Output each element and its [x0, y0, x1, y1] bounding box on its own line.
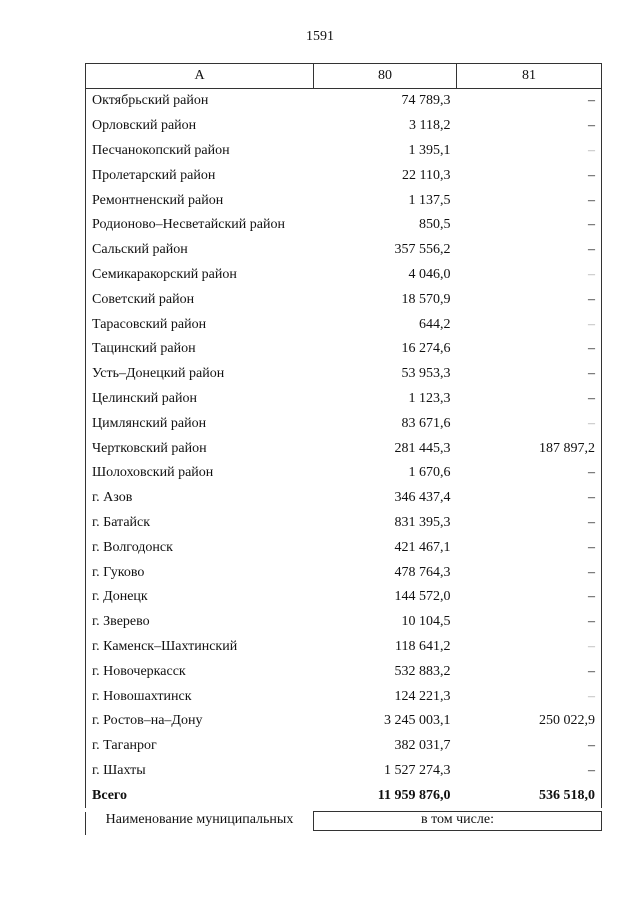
row-value-81: –	[457, 759, 602, 784]
row-value-81: –	[457, 511, 602, 536]
row-value-81: –	[457, 163, 602, 188]
row-name: г. Новошахтинск	[86, 684, 314, 709]
table-row	[86, 560, 602, 585]
page-number: 1591	[306, 29, 334, 44]
table-border-fragment	[85, 829, 86, 835]
row-value-81: –	[457, 337, 602, 362]
table-header-row	[86, 64, 602, 89]
row-value-80: 644,2	[419, 316, 451, 332]
row-value-80: 1 123,3	[408, 390, 451, 406]
row-name: г. Таганрог	[86, 734, 314, 759]
row-value-80: 382 031,7	[394, 738, 451, 754]
row-name: Семикаракорский район	[86, 263, 314, 288]
row-value-80: 3 245 003,1	[384, 713, 451, 729]
row-name: г. Волгодонск	[86, 535, 314, 560]
row-value-80: 478 764,3	[394, 564, 451, 580]
row-value-80: 124 221,3	[394, 688, 451, 704]
row-value-81: –	[457, 486, 602, 511]
row-value-81: –	[457, 312, 602, 337]
table-row	[86, 734, 602, 759]
row-name: Цимлянский район	[86, 411, 314, 436]
column-header-name: А	[86, 64, 314, 89]
table-row	[86, 511, 602, 536]
row-value-81: –	[457, 610, 602, 635]
row-value-81: –	[457, 560, 602, 585]
row-value-81: –	[457, 461, 602, 486]
row-value-80: 1 137,5	[408, 192, 451, 208]
table-row	[86, 759, 602, 784]
row-value-80: 421 467,1	[394, 539, 451, 555]
table-row	[86, 213, 602, 238]
row-name: Сальский район	[86, 238, 314, 263]
table-row	[86, 263, 602, 288]
table-row	[86, 436, 602, 461]
row-name: Песчанокопский район	[86, 139, 314, 164]
row-value-81: –	[457, 114, 602, 139]
row-name: Целинский район	[86, 387, 314, 412]
table-row	[86, 684, 602, 709]
row-value-80: 144 572,0	[394, 589, 451, 605]
row-value-80: 53 953,3	[401, 366, 451, 382]
table-row	[86, 188, 602, 213]
row-value-81: –	[457, 734, 602, 759]
total-row	[86, 783, 602, 808]
row-value-80: 1 395,1	[408, 142, 451, 158]
row-value-80: 850,5	[419, 217, 451, 233]
total-label: Всего	[86, 783, 314, 808]
row-name: Родионово–Несветайский район	[86, 213, 314, 238]
row-value-80: 3 118,2	[409, 118, 451, 134]
row-name: Усть–Донецкий район	[86, 362, 314, 387]
table-row	[86, 461, 602, 486]
table-row	[86, 238, 602, 263]
row-value-81: –	[457, 188, 602, 213]
row-name: Орловский район	[86, 114, 314, 139]
table-row	[86, 163, 602, 188]
municipal-name-header: Наименование муниципальных	[86, 812, 314, 831]
row-value-81: –	[457, 684, 602, 709]
row-value-81: –	[457, 213, 602, 238]
row-name: г. Каменск–Шахтинский	[86, 635, 314, 660]
row-value-80: 16 274,6	[401, 341, 451, 357]
row-name: Тацинский район	[86, 337, 314, 362]
total-value-81: 536 518,0	[457, 783, 602, 808]
table-row	[86, 659, 602, 684]
table-row	[86, 362, 602, 387]
row-name: г. Гуково	[86, 560, 314, 585]
row-value-81: –	[457, 411, 602, 436]
row-value-80: 18 570,9	[401, 291, 451, 307]
row-value-80: 831 395,3	[394, 514, 451, 530]
column-header-81: 81	[457, 64, 602, 89]
row-value-80: 1 527 274,3	[384, 762, 451, 778]
row-value-81: –	[457, 585, 602, 610]
row-value-80: 118 641,2	[395, 638, 451, 654]
row-name: Чертковский район	[86, 436, 314, 461]
table-row	[86, 585, 602, 610]
row-name: Советский район	[86, 287, 314, 312]
table-row	[86, 486, 602, 511]
table-row	[86, 312, 602, 337]
row-value-80: 357 556,2	[394, 242, 451, 258]
row-name: г. Зверево	[86, 610, 314, 635]
row-value-81: –	[457, 535, 602, 560]
row-value-80: 281 445,3	[394, 440, 451, 456]
row-name: Ремонтненский район	[86, 188, 314, 213]
row-name: Октябрьский район	[86, 89, 314, 114]
row-name: г. Ростов–на–Дону	[86, 709, 314, 734]
table-row	[86, 635, 602, 660]
row-name: Тарасовский район	[86, 312, 314, 337]
table-row	[86, 89, 602, 114]
row-value-80: 532 883,2	[394, 663, 451, 679]
row-value-81: –	[457, 263, 602, 288]
row-name: г. Шахты	[86, 759, 314, 784]
row-value-81: 187 897,2	[457, 436, 602, 461]
table-row	[86, 610, 602, 635]
row-value-80: 346 437,4	[394, 490, 451, 506]
row-value-81: –	[457, 659, 602, 684]
row-name: г. Азов	[86, 486, 314, 511]
table-row	[86, 114, 602, 139]
row-value-80: 4 046,0	[408, 266, 451, 282]
table-row	[86, 387, 602, 412]
row-value-80: 74 789,3	[401, 93, 451, 109]
row-value-81: –	[457, 362, 602, 387]
continuation-header	[85, 811, 602, 831]
row-value-81: –	[457, 287, 602, 312]
row-value-81: –	[457, 387, 602, 412]
table-row	[86, 535, 602, 560]
total-value-80: 11 959 876,0	[377, 787, 451, 803]
row-value-80: 83 671,6	[401, 415, 451, 431]
row-name: Шолоховский район	[86, 461, 314, 486]
table-row	[86, 287, 602, 312]
table-row	[86, 139, 602, 164]
column-header-80: 80	[314, 64, 457, 89]
row-value-81: –	[457, 139, 602, 164]
row-value-81: –	[457, 238, 602, 263]
row-name: г. Новочеркасск	[86, 659, 314, 684]
row-value-80: 10 104,5	[401, 614, 451, 630]
row-value-81: –	[457, 89, 602, 114]
table-row	[86, 411, 602, 436]
data-table	[85, 63, 602, 808]
row-name: Пролетарский район	[86, 163, 314, 188]
table-row	[86, 709, 602, 734]
row-value-81: –	[457, 635, 602, 660]
row-name: г. Донецк	[86, 585, 314, 610]
table-row	[86, 337, 602, 362]
including-header: в том числе:	[314, 812, 602, 831]
row-name: г. Батайск	[86, 511, 314, 536]
row-value-80: 22 110,3	[402, 167, 451, 183]
row-value-80: 1 670,6	[408, 465, 451, 481]
row-value-81: 250 022,9	[457, 709, 602, 734]
